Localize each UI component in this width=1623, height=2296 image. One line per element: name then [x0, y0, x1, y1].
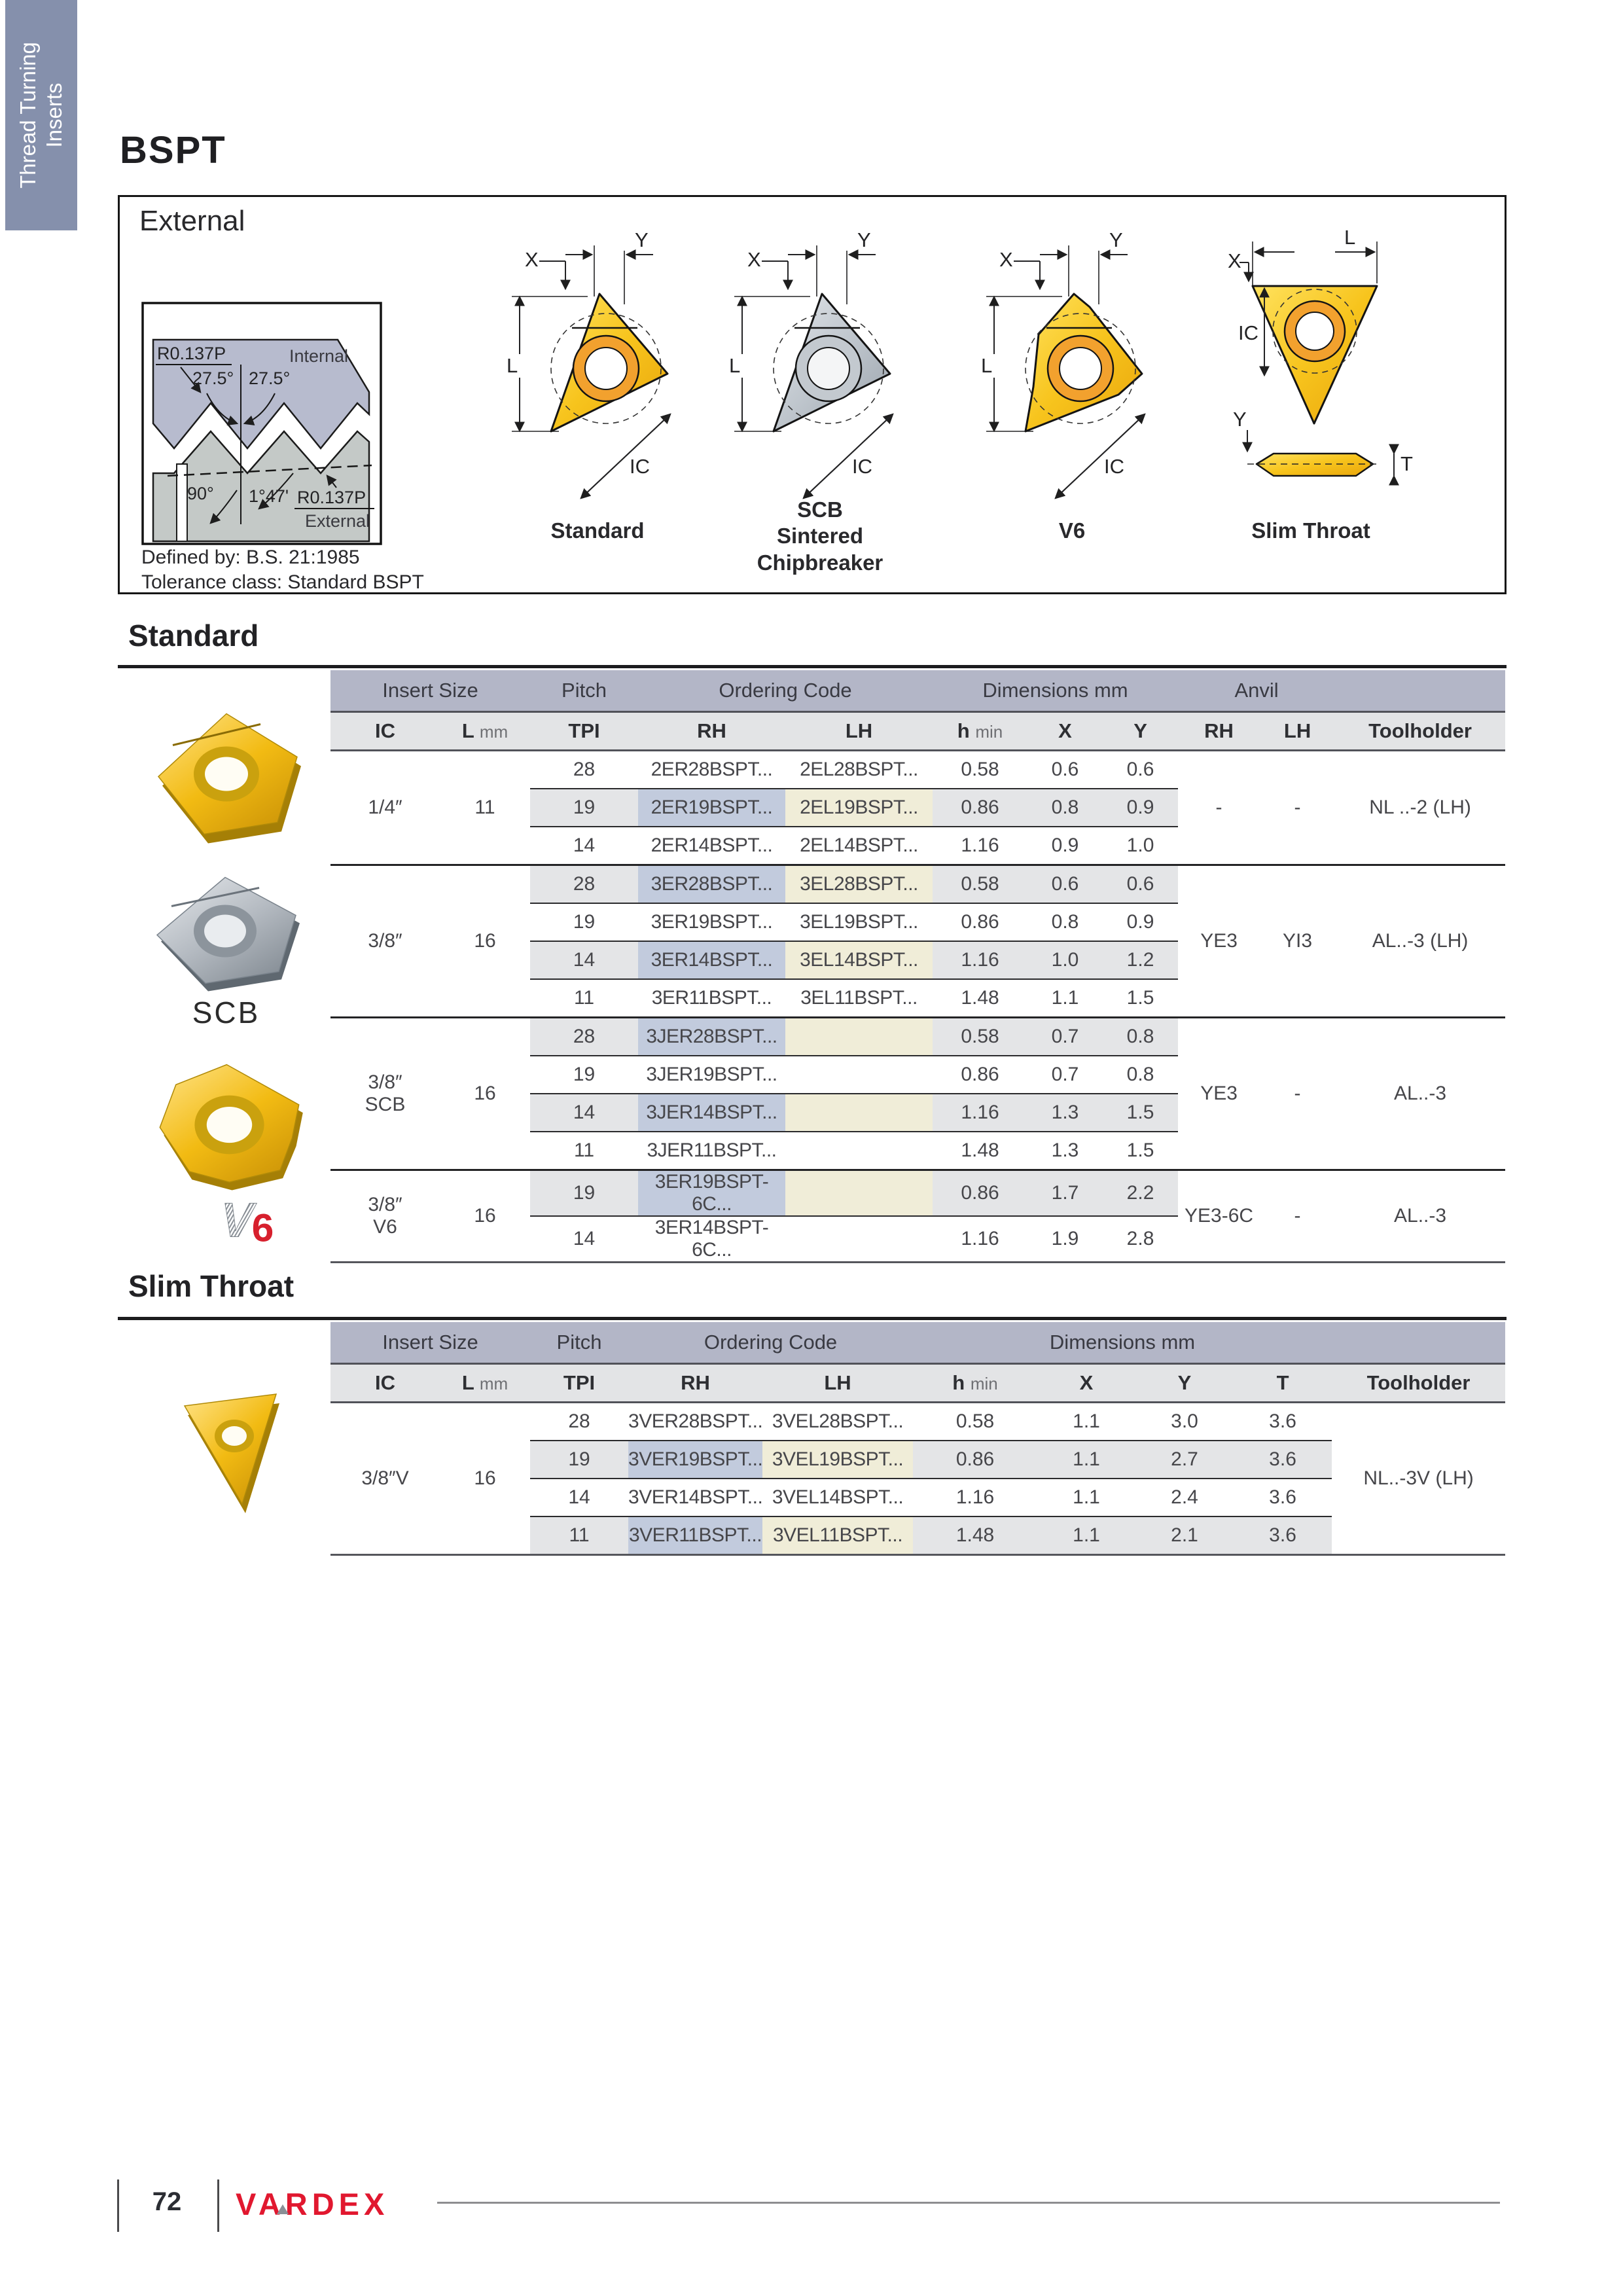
dim-t: T	[1400, 452, 1413, 475]
cell-y: 0.6	[1103, 751, 1178, 789]
v6-insert-photo	[149, 1051, 310, 1198]
cell-t: 3.6	[1234, 1479, 1332, 1516]
sidebar-tab-line1: Thread Turning	[15, 42, 40, 188]
cell-y: 2.2	[1103, 1170, 1178, 1217]
cell-x: 0.7	[1027, 1018, 1103, 1056]
header-anvil: Anvil	[1178, 670, 1335, 712]
col-ic: IC	[330, 1364, 440, 1403]
cell-x: 1.3	[1027, 1094, 1103, 1132]
cell-y: 1.0	[1103, 827, 1178, 865]
cell-x: 1.9	[1027, 1216, 1103, 1263]
external-label: External	[139, 205, 245, 237]
cell-l: 16	[440, 1018, 530, 1170]
cell-tpi: 11	[530, 979, 638, 1018]
col-tpi: TPI	[530, 712, 638, 751]
dim-l: L	[981, 354, 993, 377]
label-r-top: R0.137P	[157, 344, 226, 363]
cell-tpi: 11	[530, 1516, 628, 1555]
table-row	[330, 1018, 1505, 1056]
cell-hmin: 1.16	[933, 827, 1027, 865]
tolerance-text: Tolerance class: Standard BSPT	[141, 571, 424, 593]
footer-line	[437, 2202, 1500, 2204]
cell-toolholder: NL..-3V (LH)	[1332, 1403, 1505, 1555]
cell-y: 3.0	[1135, 1403, 1234, 1441]
dim-ic: IC	[630, 455, 650, 478]
cell-x: 1.1	[1037, 1403, 1135, 1441]
cell-anvil-lh: -	[1260, 1170, 1335, 1263]
cell-rh-code: 2ER14BSPT...	[638, 827, 785, 865]
col-rh: RH	[628, 1364, 762, 1403]
cell-y: 1.2	[1103, 941, 1178, 979]
table-row	[330, 1403, 1505, 1441]
cell-x: 1.1	[1037, 1479, 1135, 1516]
cell-t: 3.6	[1234, 1516, 1332, 1555]
cell-ic: 3/8″V	[330, 1403, 440, 1555]
header-insert-size: Insert Size	[330, 1322, 530, 1364]
header-ordering-code: Ordering Code	[638, 670, 933, 712]
slim-throat-table	[330, 1322, 1505, 1556]
cell-hmin: 0.58	[913, 1403, 1037, 1441]
cell-x: 0.6	[1027, 865, 1103, 904]
slim-throat-rule	[118, 1317, 1507, 1320]
cell-l: 16	[440, 1170, 530, 1263]
cell-hmin: 0.58	[933, 751, 1027, 789]
page-number: 72	[152, 2187, 182, 2216]
cell-l: 16	[440, 1403, 530, 1555]
cell-lh-code: 3EL28BSPT...	[785, 865, 933, 904]
cell-tpi: 14	[530, 941, 638, 979]
cell-hmin: 1.16	[933, 1094, 1027, 1132]
cell-rh-code: 3VER28BSPT...	[628, 1403, 762, 1441]
col-hmin: h min	[933, 712, 1027, 751]
cell-lh-code	[785, 1216, 933, 1263]
cell-ic: 3/8″	[330, 865, 440, 1018]
standard-heading: Standard	[128, 619, 259, 653]
label-internal: Internal	[289, 346, 349, 366]
scb-photo-label: SCB	[192, 996, 260, 1030]
dim-ic: IC	[852, 455, 872, 478]
cell-lh-code: 2EL14BSPT...	[785, 827, 933, 865]
header-ordering-code: Ordering Code	[628, 1322, 913, 1364]
cell-hmin: 1.16	[933, 1216, 1027, 1263]
cell-toolholder: AL..-3 (LH)	[1335, 865, 1505, 1018]
cell-ic: 3/8″ SCB	[330, 1018, 440, 1170]
cell-ic: 3/8″ V6	[330, 1170, 440, 1263]
col-anvil-rh: RH	[1178, 712, 1260, 751]
dim-l: L	[1344, 226, 1356, 249]
cell-tpi: 19	[530, 1056, 638, 1094]
cell-tpi: 28	[530, 865, 638, 904]
cell-hmin: 1.16	[933, 941, 1027, 979]
col-anvil-lh: LH	[1260, 712, 1335, 751]
dim-y: Y	[635, 228, 649, 251]
external-section-box	[118, 195, 1507, 594]
header-pitch: Pitch	[530, 1322, 628, 1364]
cell-tpi: 11	[530, 1132, 638, 1170]
cell-tpi: 19	[530, 1170, 638, 1217]
cell-rh-code: 3JER14BSPT...	[638, 1094, 785, 1132]
cell-rh-code: 3ER14BSPT-6C...	[638, 1216, 785, 1263]
cell-lh-code: 3VEL14BSPT...	[762, 1479, 913, 1516]
label-angle-right: 27.5°	[249, 368, 291, 388]
cell-tpi: 14	[530, 1479, 628, 1516]
cell-rh-code: 3VER19BSPT...	[628, 1441, 762, 1479]
col-l: L mm	[440, 1364, 530, 1403]
cell-y: 0.9	[1103, 789, 1178, 827]
dim-x: X	[1228, 249, 1241, 272]
sidebar-tab-line2: Inserts	[42, 82, 66, 148]
cell-anvil-lh: -	[1260, 751, 1335, 865]
dim-l: L	[729, 354, 741, 377]
standard-insert-photo	[149, 704, 306, 845]
cell-hmin: 1.16	[913, 1479, 1037, 1516]
cell-x: 0.9	[1027, 827, 1103, 865]
cell-y: 2.7	[1135, 1441, 1234, 1479]
diagram-v6	[964, 223, 1180, 543]
dim-y: Y	[1233, 408, 1247, 431]
dim-x: X	[747, 248, 761, 271]
dim-l: L	[507, 354, 518, 377]
column-header-row	[330, 1364, 1505, 1403]
header-dimensions: Dimensions mm	[913, 1322, 1332, 1364]
cell-rh-code: 3ER14BSPT...	[638, 941, 785, 979]
cell-rh-code: 3JER19BSPT...	[638, 1056, 785, 1094]
sidebar-tab-thread-turning-inserts	[5, 0, 77, 230]
cell-rh-code: 3ER19BSPT-6C...	[638, 1170, 785, 1217]
cell-rh-code: 3JER28BSPT...	[638, 1018, 785, 1056]
cell-toolholder: AL..-3	[1335, 1170, 1505, 1263]
vardex-logo: VARDEX	[236, 2187, 389, 2221]
cell-tpi: 28	[530, 751, 638, 789]
cell-x: 0.6	[1027, 751, 1103, 789]
cell-y: 2.1	[1135, 1516, 1234, 1555]
col-rh: RH	[638, 712, 785, 751]
cell-rh-code: 3JER11BSPT...	[638, 1132, 785, 1170]
cell-lh-code: 3EL19BSPT...	[785, 903, 933, 941]
cell-tpi: 28	[530, 1403, 628, 1441]
group-header-row	[330, 670, 1505, 712]
cell-x: 1.0	[1027, 941, 1103, 979]
cell-lh-code: 3VEL11BSPT...	[762, 1516, 913, 1555]
cell-anvil-rh: -	[1178, 751, 1260, 865]
cell-y: 1.5	[1103, 1132, 1178, 1170]
cell-anvil-rh: YE3-6C	[1178, 1170, 1260, 1263]
logo-a-triangle	[277, 2204, 289, 2214]
cell-y: 2.4	[1135, 1479, 1234, 1516]
label-r-bottom: R0.137P	[297, 488, 366, 507]
cell-lh-code	[785, 1056, 933, 1094]
cell-rh-code: 2ER19BSPT...	[638, 789, 785, 827]
header-dimensions: Dimensions mm	[933, 670, 1178, 712]
cell-lh-code	[785, 1094, 933, 1132]
cell-lh-code: 2EL19BSPT...	[785, 789, 933, 827]
caption-v6: V6	[1058, 518, 1086, 543]
header-pitch: Pitch	[530, 670, 638, 712]
col-toolholder: Toolholder	[1335, 712, 1505, 751]
col-lh: LH	[762, 1364, 913, 1403]
header-insert-size: Insert Size	[330, 670, 530, 712]
cell-hmin: 0.86	[933, 903, 1027, 941]
cell-t: 3.6	[1234, 1441, 1332, 1479]
caption-standard: Standard	[550, 518, 645, 543]
label-external: External	[305, 511, 370, 531]
cell-x: 1.1	[1037, 1516, 1135, 1555]
cell-toolholder: AL..-3	[1335, 1018, 1505, 1170]
cell-x: 1.3	[1027, 1132, 1103, 1170]
header-blank	[1332, 1322, 1505, 1364]
cell-hmin: 0.58	[933, 865, 1027, 904]
cell-y: 1.5	[1103, 979, 1178, 1018]
cell-hmin: 0.58	[933, 1018, 1027, 1056]
cell-rh-code: 2ER28BSPT...	[638, 751, 785, 789]
table-row	[330, 1170, 1505, 1217]
cell-hmin: 0.86	[933, 789, 1027, 827]
cell-tpi: 14	[530, 1216, 638, 1263]
defined-by-text: Defined by: B.S. 21:1985	[141, 547, 360, 568]
slim-insert-photo	[171, 1389, 289, 1520]
cell-ic: 1/4″	[330, 751, 440, 865]
table-row	[330, 865, 1505, 904]
cell-y: 2.8	[1103, 1216, 1178, 1263]
cell-x: 1.7	[1027, 1170, 1103, 1217]
svg-text:V: V	[221, 1195, 254, 1242]
dim-ic: IC	[1104, 455, 1124, 478]
dim-x: X	[525, 248, 539, 271]
cell-hmin: 0.86	[913, 1441, 1037, 1479]
cell-tpi: 28	[530, 1018, 638, 1056]
cell-tpi: 14	[530, 1094, 638, 1132]
cell-y: 0.8	[1103, 1018, 1178, 1056]
cell-lh-code	[785, 1018, 933, 1056]
cell-lh-code: 3EL11BSPT...	[785, 979, 933, 1018]
cell-l: 16	[440, 865, 530, 1018]
cell-x: 0.7	[1027, 1056, 1103, 1094]
col-lh: LH	[785, 712, 933, 751]
footer-divider-right	[217, 2179, 219, 2232]
cell-anvil-rh: YE3	[1178, 865, 1260, 1018]
cell-x: 1.1	[1037, 1441, 1135, 1479]
table-row	[330, 751, 1505, 789]
scb-insert-photo	[149, 870, 306, 995]
cell-y: 0.6	[1103, 865, 1178, 904]
cell-anvil-lh: -	[1260, 1018, 1335, 1170]
cell-x: 1.1	[1027, 979, 1103, 1018]
diagram-standard	[490, 223, 705, 543]
cell-lh-code: 3VEL19BSPT...	[762, 1441, 913, 1479]
cell-y: 1.5	[1103, 1094, 1178, 1132]
cell-hmin: 1.48	[933, 1132, 1027, 1170]
col-y: Y	[1135, 1364, 1234, 1403]
group-header-row	[330, 1322, 1505, 1364]
v6-logo	[208, 1195, 306, 1242]
label-angle-90: 90°	[187, 484, 214, 503]
diagram-slim-throat	[1203, 223, 1419, 543]
col-y: Y	[1103, 712, 1178, 751]
caption-scb: SCB Sintered Chipbreaker	[757, 497, 883, 575]
cell-rh-code: 3ER19BSPT...	[638, 903, 785, 941]
standard-table	[330, 670, 1505, 1263]
cell-x: 0.8	[1027, 903, 1103, 941]
cell-anvil-lh: YI3	[1260, 865, 1335, 1018]
cell-y: 0.8	[1103, 1056, 1178, 1094]
col-x: X	[1027, 712, 1103, 751]
cell-hmin: 0.86	[933, 1056, 1027, 1094]
cell-anvil-rh: YE3	[1178, 1018, 1260, 1170]
cell-y: 0.9	[1103, 903, 1178, 941]
cell-lh-code: 3EL14BSPT...	[785, 941, 933, 979]
dim-y: Y	[857, 228, 871, 251]
col-t: T	[1234, 1364, 1332, 1403]
diagram-scb	[712, 223, 928, 575]
col-hmin: h min	[913, 1364, 1037, 1403]
cell-x: 0.8	[1027, 789, 1103, 827]
col-x: X	[1037, 1364, 1135, 1403]
svg-text:6: 6	[251, 1205, 274, 1242]
standard-rule	[118, 665, 1507, 668]
cell-hmin: 1.48	[933, 979, 1027, 1018]
col-toolholder: Toolholder	[1332, 1364, 1505, 1403]
caption-slim-throat: Slim Throat	[1251, 518, 1370, 543]
cell-l: 11	[440, 751, 530, 865]
footer-divider-left	[117, 2179, 119, 2232]
column-header-row	[330, 712, 1505, 751]
cell-rh-code: 3VER14BSPT...	[628, 1479, 762, 1516]
cell-lh-code	[785, 1170, 933, 1217]
col-ic: IC	[330, 712, 440, 751]
cell-rh-code: 3ER11BSPT...	[638, 979, 785, 1018]
cell-rh-code: 3VER11BSPT...	[628, 1516, 762, 1555]
dim-x: X	[999, 248, 1013, 271]
cell-t: 3.6	[1234, 1403, 1332, 1441]
dim-y: Y	[1109, 228, 1123, 251]
slim-throat-heading: Slim Throat	[128, 1269, 294, 1303]
cell-hmin: 0.86	[933, 1170, 1027, 1217]
cell-tpi: 19	[530, 789, 638, 827]
cell-tpi: 19	[530, 1441, 628, 1479]
cell-tpi: 19	[530, 903, 638, 941]
dim-ic: IC	[1238, 321, 1258, 344]
thread-profile-diagram	[141, 302, 382, 545]
page-title: BSPT	[120, 129, 226, 171]
col-tpi: TPI	[530, 1364, 628, 1403]
cell-lh-code: 3VEL28BSPT...	[762, 1403, 913, 1441]
header-blank	[1335, 670, 1505, 712]
cell-tpi: 14	[530, 827, 638, 865]
cell-lh-code: 2EL28BSPT...	[785, 751, 933, 789]
label-angle-left: 27.5°	[192, 368, 234, 388]
cell-hmin: 1.48	[913, 1516, 1037, 1555]
cell-toolholder: NL ..-2 (LH)	[1335, 751, 1505, 865]
cell-rh-code: 3ER28BSPT...	[638, 865, 785, 904]
col-l: L mm	[440, 712, 530, 751]
cell-lh-code	[785, 1132, 933, 1170]
label-taper: 1°47'	[249, 486, 289, 506]
